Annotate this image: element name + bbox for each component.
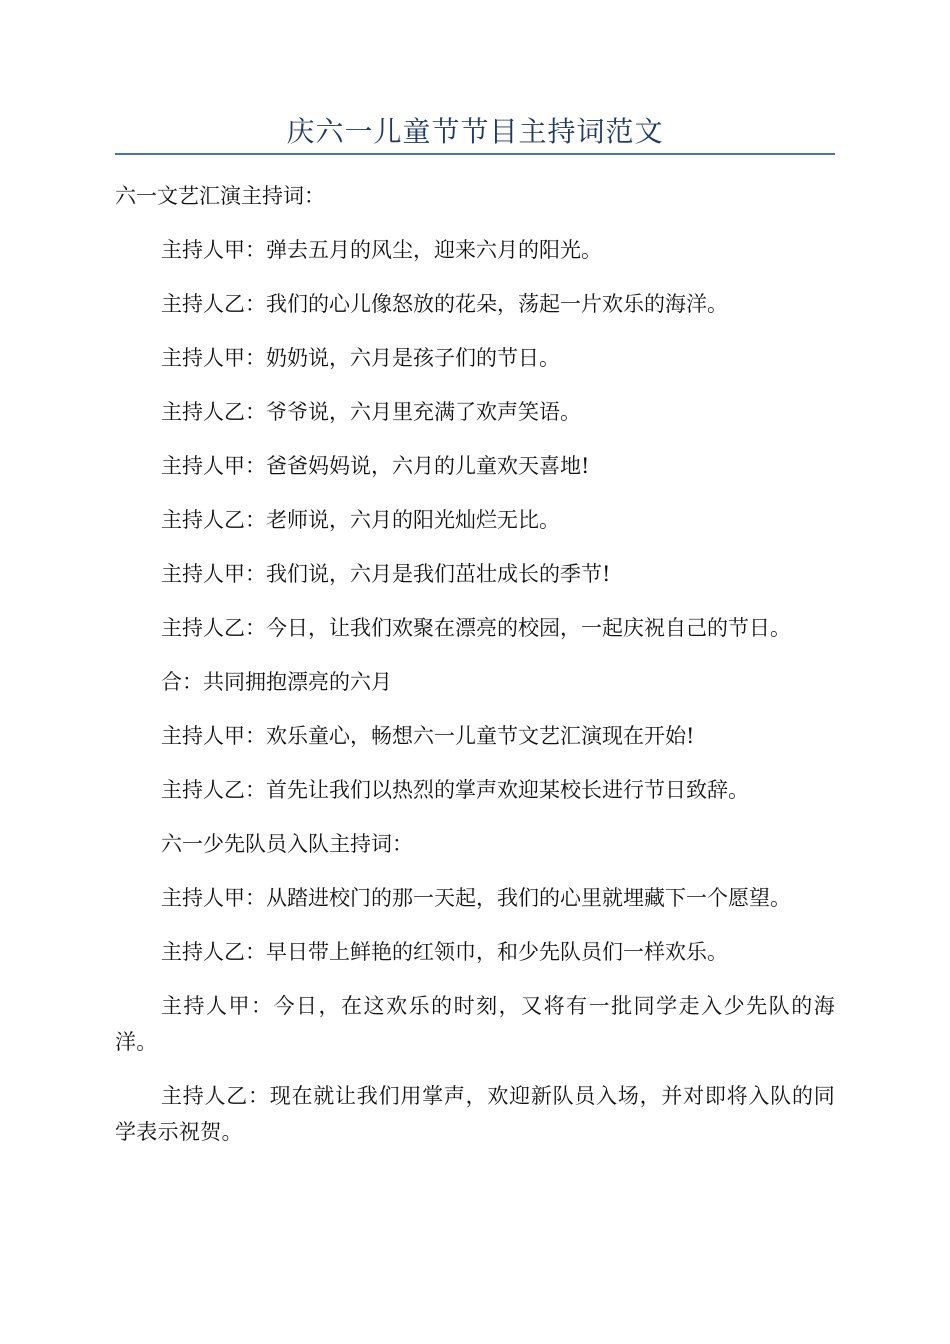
section-heading-performance: 六一文艺汇演主持词： bbox=[115, 184, 325, 208]
title-underline bbox=[115, 153, 835, 155]
document-title: 庆六一儿童节节目主持词范文 bbox=[286, 115, 664, 148]
dialogue-line: 主持人乙：早日带上鲜艳的红领巾，和少先队员们一样欢乐。 bbox=[161, 940, 728, 964]
dialogue-line: 主持人乙：今日，让我们欢聚在漂亮的校园，一起庆祝自己的节日。 bbox=[161, 616, 791, 640]
document-body bbox=[115, 178, 835, 1168]
dialogue-line: 主持人乙：我们的心儿像怒放的花朵，荡起一片欢乐的海洋。 bbox=[161, 292, 728, 316]
dialogue-line: 主持人乙：老师说，六月的阳光灿烂无比。 bbox=[161, 508, 560, 532]
dialogue-line: 主持人甲：从踏进校门的那一天起，我们的心里就埋藏下一个愿望。 bbox=[161, 886, 791, 910]
dialogue-line: 主持人甲：弹去五月的风尘，迎来六月的阳光。 bbox=[161, 238, 602, 262]
dialogue-line: 主持人甲：今日，在这欢乐的时刻，又将有一批同学走入少先队的海洋。 bbox=[115, 994, 835, 1054]
dialogue-line: 主持人乙：首先让我们以热烈的掌声欢迎某校长进行节日致辞。 bbox=[161, 778, 749, 802]
section-heading-induction: 六一少先队员入队主持词： bbox=[161, 832, 413, 856]
dialogue-line: 主持人甲：我们说，六月是我们茁壮成长的季节! bbox=[161, 562, 611, 586]
dialogue-line: 主持人乙：爷爷说，六月里充满了欢声笑语。 bbox=[161, 400, 581, 424]
dialogue-line: 主持人甲：欢乐童心，畅想六一儿童节文艺汇演现在开始! bbox=[161, 724, 695, 748]
dialogue-line: 主持人甲：爸爸妈妈说，六月的儿童欢天喜地! bbox=[161, 454, 590, 478]
dialogue-line: 主持人乙：现在就让我们用掌声，欢迎新队员入场，并对即将入队的同学表示祝贺。 bbox=[115, 1084, 835, 1144]
dialogue-line: 主持人甲：奶奶说，六月是孩子们的节日。 bbox=[161, 346, 560, 370]
dialogue-line: 合：共同拥抱漂亮的六月 bbox=[161, 670, 392, 694]
